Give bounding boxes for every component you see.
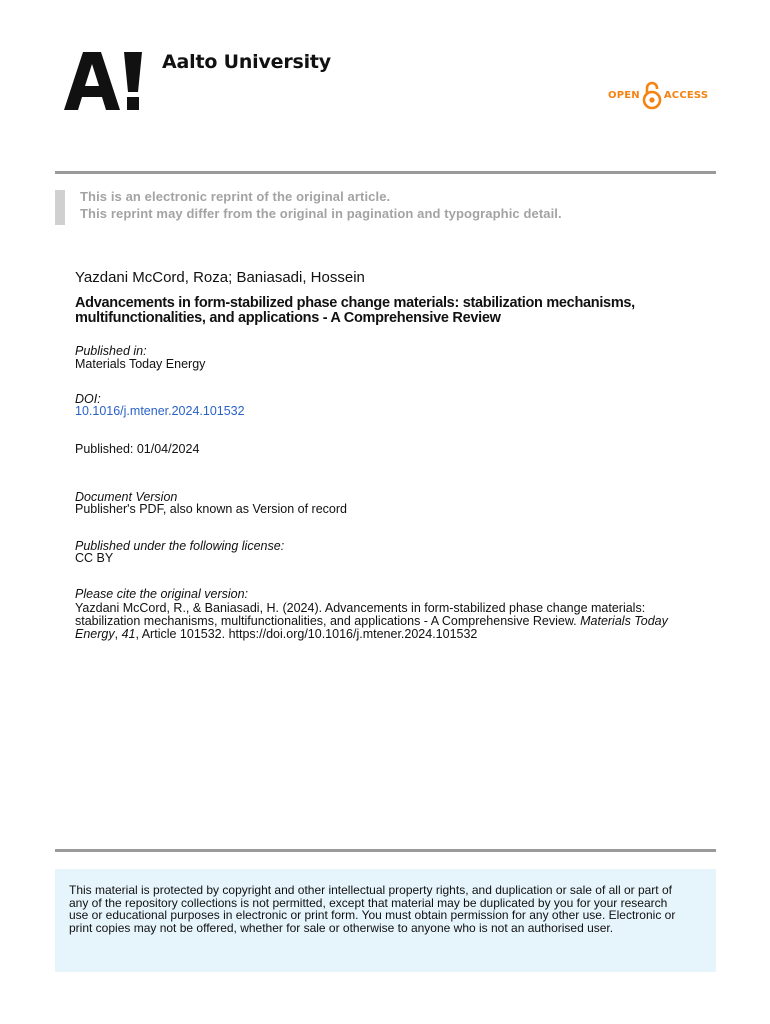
copyright-notice-box — [55, 869, 716, 972]
license-label: Published under the following license: — [75, 539, 285, 553]
citation-journal: Materials Today Energy — [75, 614, 668, 641]
bottom-divider — [55, 849, 716, 852]
open-lock-icon — [642, 80, 662, 110]
document-version-label: Document Version — [75, 490, 178, 504]
citation — [75, 602, 695, 641]
reprint-notice-line-1: This is an electronic reprint of the original article. — [80, 189, 391, 204]
article-title — [75, 296, 715, 326]
open-access-right-text: ACCESS — [663, 89, 709, 101]
published-in-label: Published in: — [75, 344, 147, 358]
doi-link[interactable]: 10.1016/j.mtener.2024.101532 — [75, 404, 245, 418]
published-date: Published: 01/04/2024 — [75, 442, 200, 456]
open-access-badge — [608, 80, 708, 110]
license-value: CC BY — [75, 551, 114, 565]
reprint-notice-line-2: This reprint may differ from the original in pagination and typographic detail. — [80, 206, 562, 221]
document-version-value: Publisher's PDF, also known as Version of record — [75, 502, 347, 516]
article-title-line-1: Advancements in form-stabilized phase change materials: stabilization mechanisms, — [75, 295, 635, 311]
cite-label: Please cite the original version: — [75, 587, 249, 601]
reprint-notice-bar — [55, 190, 65, 225]
top-divider — [55, 171, 716, 174]
university-name: Aalto University — [162, 51, 331, 73]
citation-separator: , — [114, 627, 122, 641]
aalto-logo-icon — [64, 52, 144, 110]
citation-rest: , Article 101532. https://doi.org/10.1016/j.mtener.2024.101532 — [135, 627, 478, 641]
article-title-line-2: multifunctionalities, and applications - A Comprehensive Review — [75, 310, 501, 326]
published-in-value: Materials Today Energy — [75, 357, 206, 371]
doi-label: DOI: — [75, 392, 101, 406]
citation-volume: 41 — [121, 627, 136, 641]
authors: Yazdani McCord, Roza; Baniasadi, Hossein — [75, 269, 365, 286]
open-access-left-text: OPEN — [608, 89, 640, 101]
copyright-notice-text: This material is protected by copyright and other intellectual property rights, and duplication or sale of all or part of any of the repository collections is not permitted, except that material may be duplicated by you for your research use or educational purposes in electronic or print form. You must obtain permission for any other use. Electronic or print copies may not be offered, whether for sale or otherwise to anyone who is not an authorised user. — [69, 883, 676, 935]
citation-main: Yazdani McCord, R., & Baniasadi, H. (2024). Advancements in form-stabilized phase change materials: stabilization mechanisms, multifunctionalities, and applications - A Comprehensive Review. — [75, 601, 646, 628]
